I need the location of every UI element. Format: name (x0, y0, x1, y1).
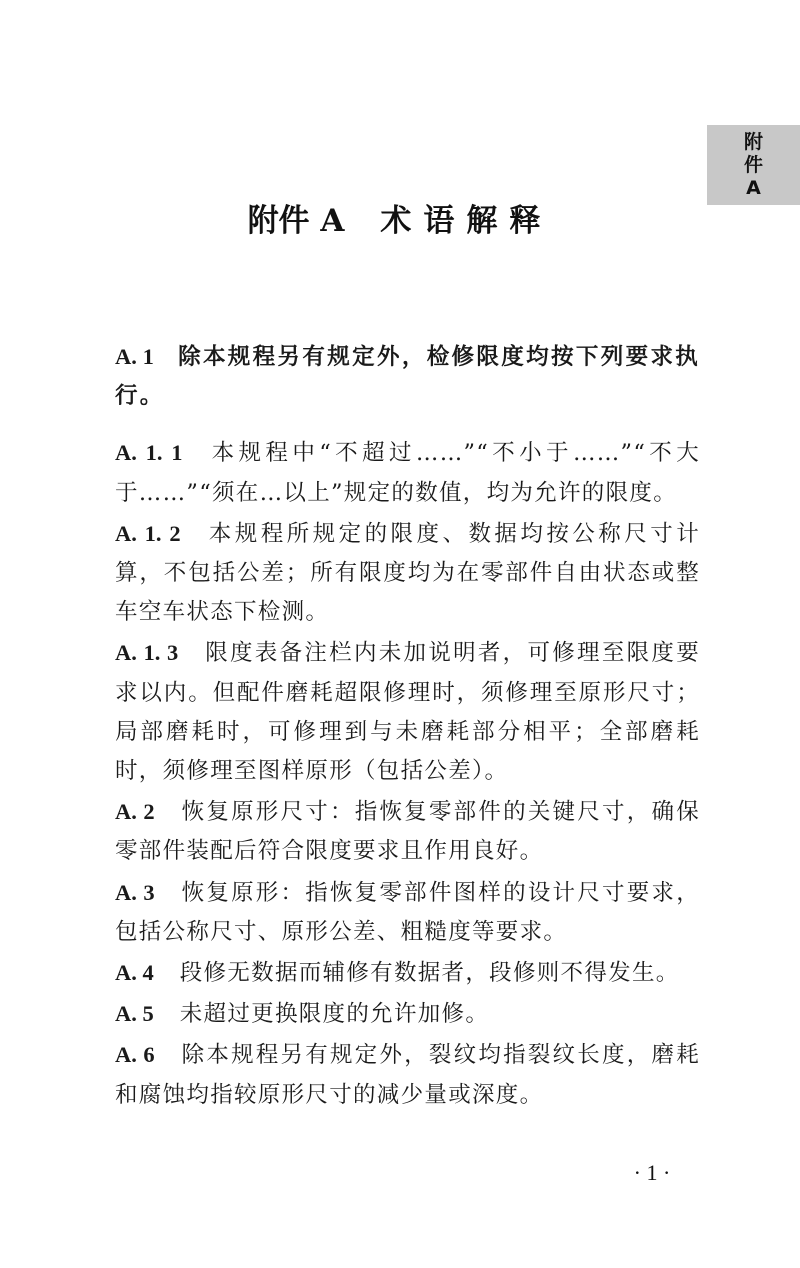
clause-text: 恢复原形：指恢复零部件图样的设计尺寸要求，包括公称尺寸、原形公差、粗糙度等要求。 (115, 879, 700, 945)
clause-a1-3 (115, 633, 700, 791)
clause-a3 (115, 873, 700, 952)
clause-text: 本规程所规定的限度、数据均按公称尺寸计算，不包括公差；所有限度均为在零部件自由状态或整车空车状态下检测。 (115, 520, 701, 626)
side-tab-char: A (746, 176, 761, 199)
clause-text: 限度表备注栏内未加说明者，可修理至限度要求以内。但配件磨耗超限修理时，须修理至原形尺寸；局部磨耗时，可修理到与未磨耗部分相平；全部磨耗时，须修理至图样原形（包括公差）。 (115, 640, 700, 785)
clause-text: 除本规程另有规定外，检修限度均按下列要求执行。 (115, 344, 701, 410)
clause-text: 段修无数据而辅修有数据者，段修则不得发生。 (179, 960, 680, 987)
side-tab-char: 件 (743, 153, 763, 176)
page-number: · 1 · (633, 1160, 671, 1185)
clause-number: A. 5 (115, 1001, 154, 1027)
appendix-side-tab (707, 125, 800, 205)
clause-number: A. 2 (115, 799, 155, 825)
clause-a1 (115, 337, 700, 416)
clause-text: 恢复原形尺寸：指恢复零部件的关键尺寸，确保零部件装配后符合限度要求且作用良好。 (115, 799, 700, 865)
clause-a1-2 (115, 514, 700, 633)
clause-a4 (115, 953, 700, 993)
page-title (0, 195, 800, 240)
clause-text: 除本规程另有规定外，裂纹均指裂纹长度，磨耗和腐蚀均指较原形尺寸的减少量或深度。 (115, 1042, 700, 1108)
clause-number: A. 3 (115, 879, 155, 905)
clause-number: A. 1. 2 (115, 520, 181, 546)
clause-number: A. 1. 1 (115, 440, 183, 466)
appendix-label: 附件 A (247, 203, 345, 239)
clause-number: A. 1 (115, 344, 154, 369)
clause-number: A. 6 (115, 1042, 155, 1068)
clause-a2 (115, 792, 700, 871)
clause-text: 本规程中“不超过……”“不小于……”“不大于……”“须在…以上”规定的数值，均为允许的限度。 (115, 440, 700, 506)
clause-a5 (115, 994, 700, 1034)
side-tab-char: 附 (743, 130, 763, 153)
clause-a1-1 (115, 433, 700, 512)
clause-text: 未超过更换限度的允许加修。 (179, 1001, 490, 1028)
clause-list (115, 337, 700, 1115)
clause-number: A. 1. 3 (115, 640, 179, 666)
clause-number: A. 4 (115, 960, 154, 986)
clause-a6 (115, 1035, 700, 1114)
appendix-title-text: 术语解释 (380, 203, 553, 239)
